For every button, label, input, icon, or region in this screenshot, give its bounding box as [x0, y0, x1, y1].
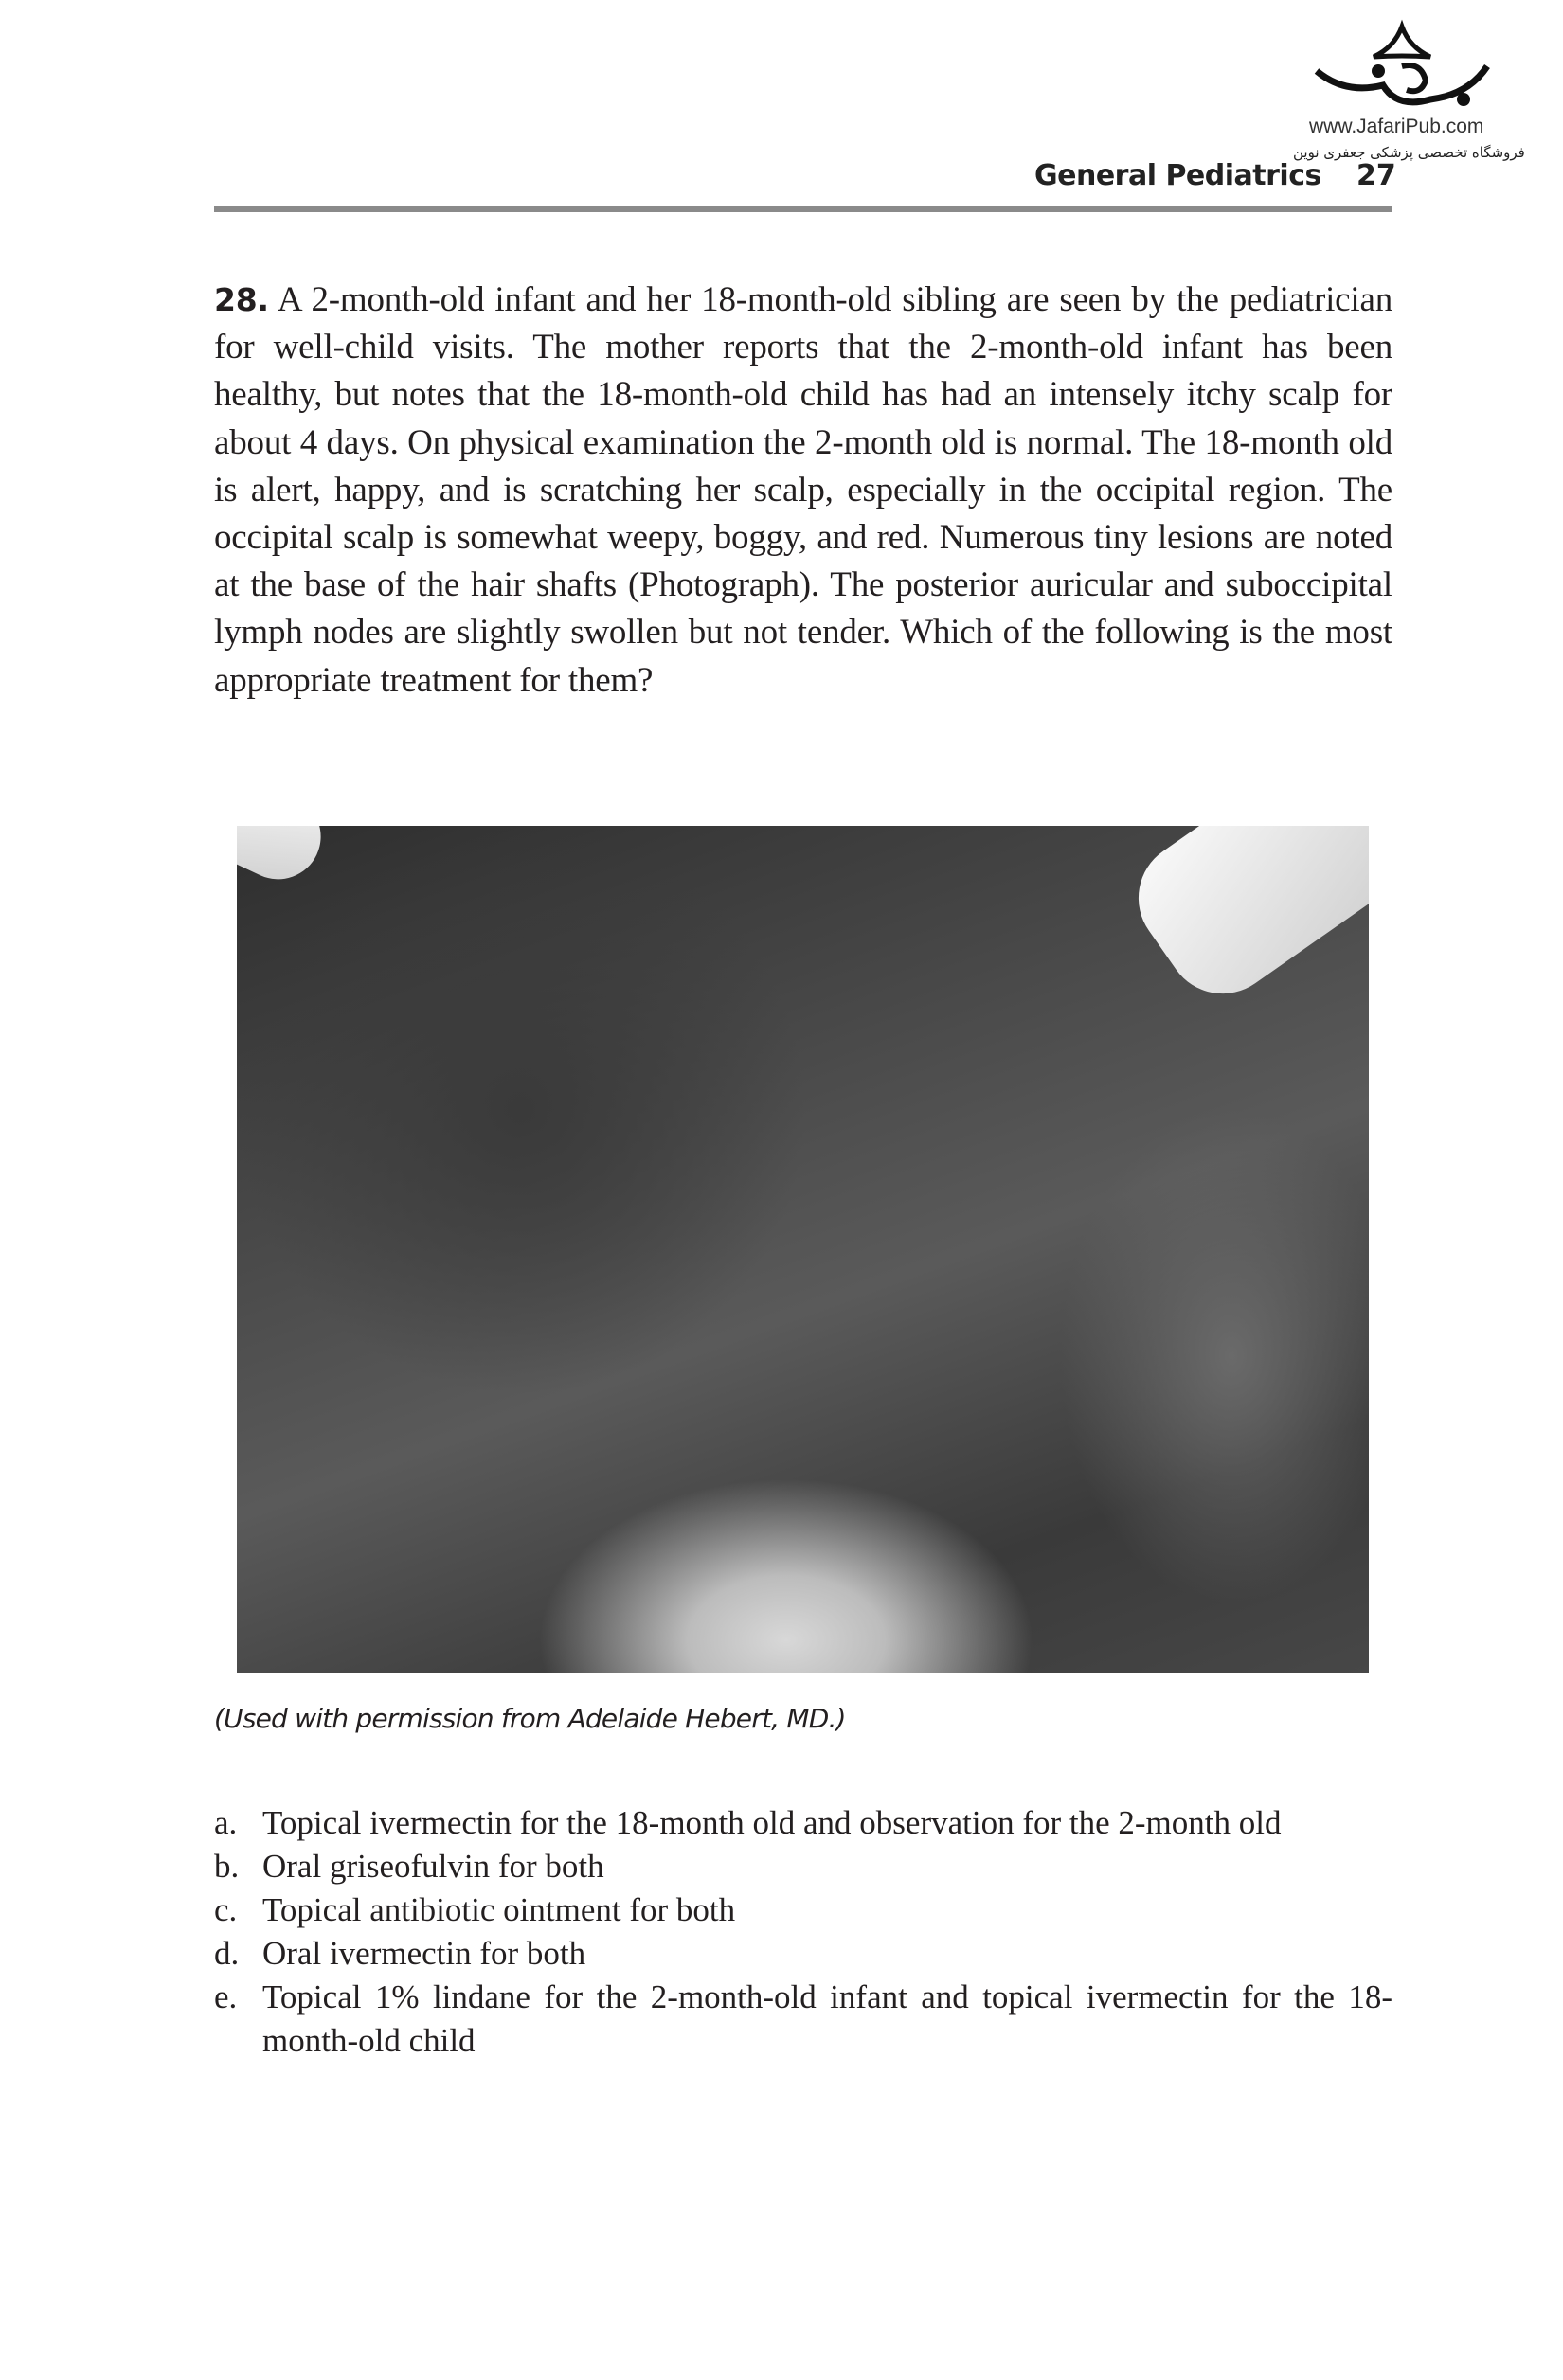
- answer-options: [214, 1801, 1392, 2063]
- finger-right: [1116, 826, 1369, 1016]
- page-number: 27: [1356, 159, 1396, 192]
- scalp-photograph: [237, 826, 1369, 1673]
- option-text: Oral griseofulvin for both: [262, 1848, 604, 1885]
- option-text: Topical 1% lindane for the 2-month-old infant and topical ivermectin for the 18-month-old child: [262, 1978, 1392, 2059]
- figure-caption: (Used with permission from Adelaide Hebert, MD.): [214, 1703, 846, 1734]
- option-d[interactable]: [214, 1932, 1392, 1976]
- option-letter: b.: [214, 1848, 240, 1885]
- option-e[interactable]: [214, 1976, 1392, 2063]
- option-c[interactable]: [214, 1888, 1392, 1932]
- option-text: Topical ivermectin for the 18-month old and observation for the 2-month old: [262, 1804, 1282, 1841]
- option-letter: e.: [214, 1978, 238, 2015]
- header-rule: [214, 206, 1392, 212]
- option-b[interactable]: [214, 1845, 1392, 1888]
- running-head: General Pediatrics: [1034, 159, 1321, 192]
- option-letter: d.: [214, 1935, 240, 1972]
- publisher-url: www.JafariPub.com: [1309, 116, 1484, 137]
- finger-left: [237, 826, 334, 893]
- question-text: A 2-month-old infant and her 18-month-old sibling are seen by the pediatrician for well-child visits. The mother reports that the 2-month-old infant has been healthy, but notes that the 18-month-old child has had an intensely itchy scalp for about 4 days. On physical examination the 2-month old is normal. The 18-month old is alert, happy, and is scratching her scalp, especially in the occipital region. The occipital scalp is somewhat weepy, boggy, and red. Numerous tiny lesions are noted at the base of the hair shafts (Photograph). The posterior auricular and suboccipital lymph nodes are slightly swollen but not tender. Which of the following is the most appropriate treatment for them?: [214, 280, 1392, 700]
- publisher-tagline: فروشگاه تخصصی پزشکی جعفری نوین: [1293, 144, 1525, 161]
- option-letter: c.: [214, 1891, 238, 1928]
- option-text: Oral ivermectin for both: [262, 1935, 586, 1972]
- option-a[interactable]: [214, 1801, 1392, 1845]
- question-number: 28.: [214, 281, 269, 318]
- question-stem: [214, 277, 1392, 705]
- option-text: Topical antibiotic ointment for both: [262, 1891, 736, 1928]
- option-letter: a.: [214, 1804, 238, 1841]
- publisher-logo: [1307, 19, 1497, 123]
